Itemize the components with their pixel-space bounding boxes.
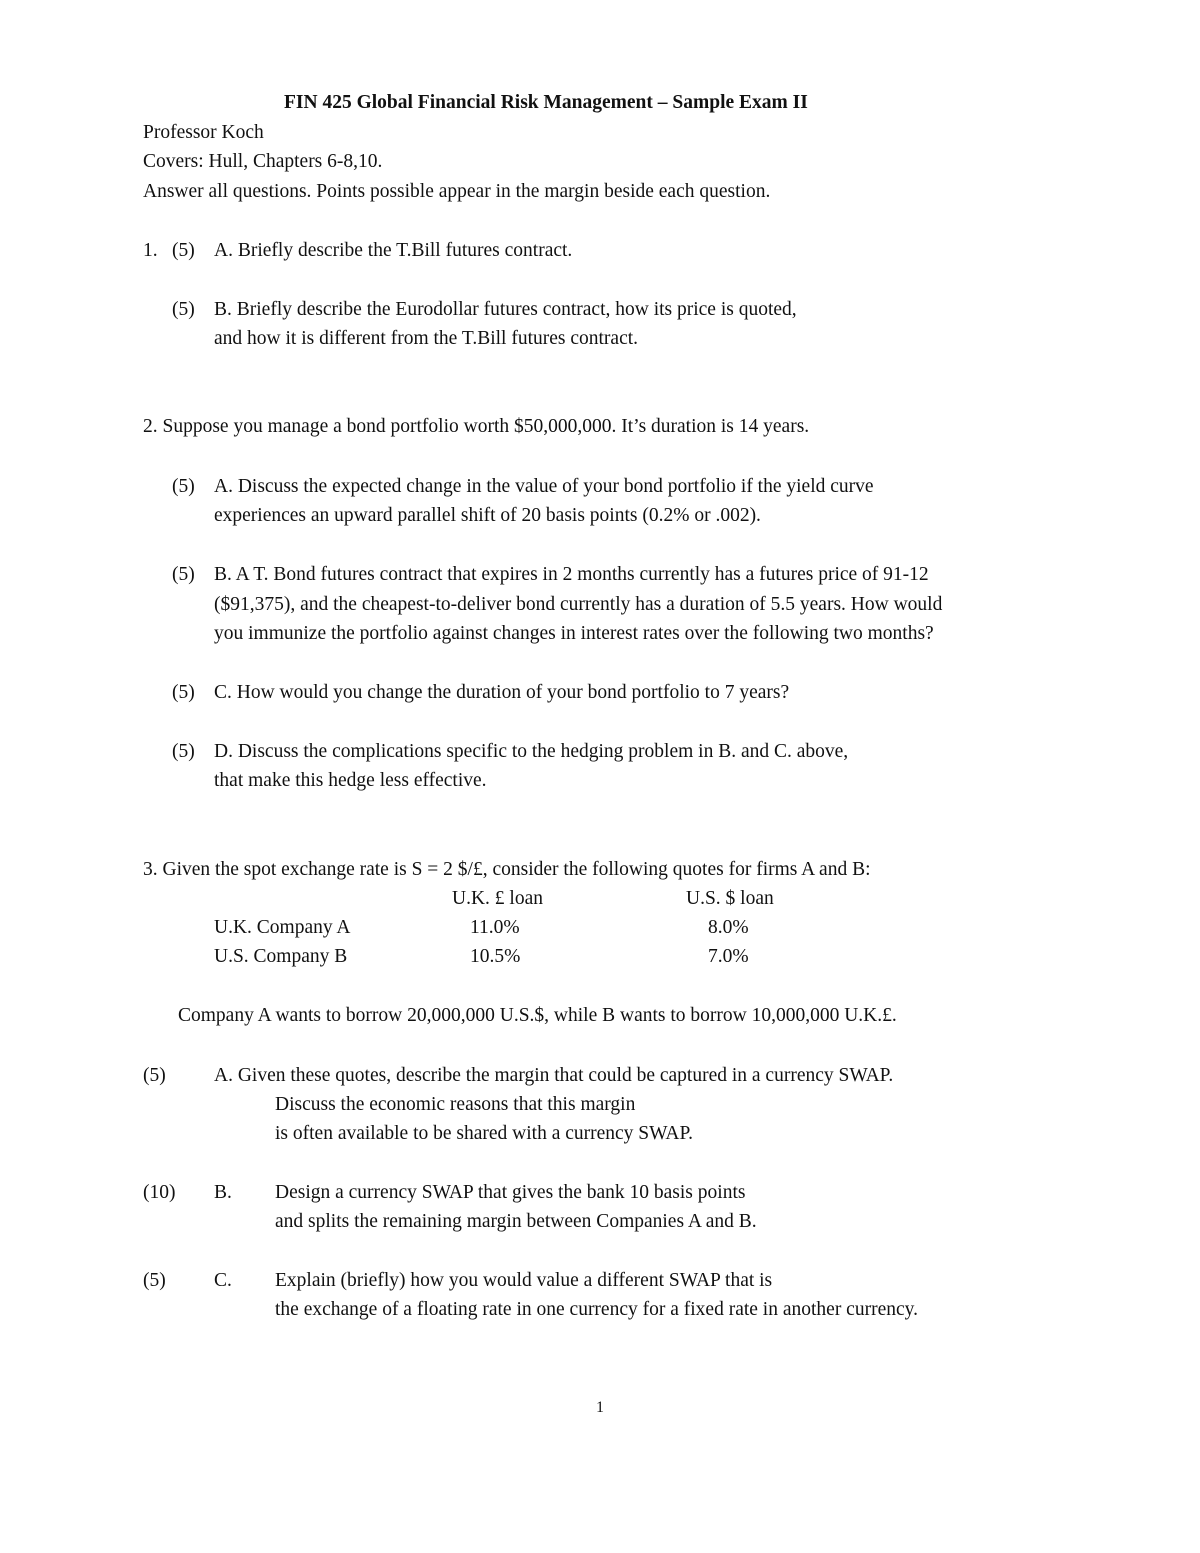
q3b-points: (10) <box>143 1182 176 1203</box>
q2d-points: (5) <box>172 741 195 762</box>
exam-title: FIN 425 Global Financial Risk Management – Sample Exam II <box>284 92 808 113</box>
q2a-points: (5) <box>172 476 195 497</box>
q1a-text: A. Briefly describe the T.Bill futures contract. <box>214 240 573 261</box>
table-header-uk-loan: U.K. £ loan <box>452 888 543 909</box>
q3c-line1: Explain (briefly) how you would value a different SWAP that is <box>275 1270 773 1291</box>
table-cell-uk-rate: 10.5% <box>470 946 521 967</box>
q3-borrow-statement: Company A wants to borrow 20,000,000 U.S.$, while B wants to borrow 10,000,000 U.K.£. <box>178 1005 897 1026</box>
q2d-line2: that make this hedge less effective. <box>214 770 487 791</box>
q1b-line1: B. Briefly describe the Eurodollar futures contract, how its price is quoted, <box>214 299 797 320</box>
instructions: Answer all questions. Points possible appear in the margin beside each question. <box>143 181 771 202</box>
table-cell-us-rate: 7.0% <box>708 946 749 967</box>
q2d-line1: D. Discuss the complications specific to the hedging problem in B. and C. above, <box>214 741 849 762</box>
q3c-points: (5) <box>143 1270 166 1291</box>
q3a-line1: A. Given these quotes, describe the margin that could be captured in a currency SWAP. <box>214 1065 894 1086</box>
q3-stem: 3. Given the spot exchange rate is S = 2 $/£, consider the following quotes for firms A and B: <box>143 859 871 880</box>
q2c-points: (5) <box>172 682 195 703</box>
q2c-text: C. How would you change the duration of your bond portfolio to 7 years? <box>214 682 790 703</box>
q1b-line2: and how it is different from the T.Bill futures contract. <box>214 328 639 349</box>
q3a-line3: is often available to be shared with a currency SWAP. <box>275 1123 694 1144</box>
page-number: 1 <box>596 1399 604 1416</box>
table-row-label: U.K. Company A <box>214 917 351 938</box>
q2b-line3: you immunize the portfolio against changes in interest rates over the following two months? <box>214 623 934 644</box>
table-header-us-loan: U.S. $ loan <box>686 888 774 909</box>
table-cell-uk-rate: 11.0% <box>470 917 520 938</box>
q2b-points: (5) <box>172 564 195 585</box>
q2b-line2: ($91,375), and the cheapest-to-deliver bond currently has a duration of 5.5 years. How would <box>214 594 943 615</box>
professor-name: Professor Koch <box>143 122 264 143</box>
covers-line: Covers: Hull, Chapters 6-8,10. <box>143 151 383 172</box>
q2-stem: 2. Suppose you manage a bond portfolio worth $50,000,000. It’s duration is 14 years. <box>143 416 810 437</box>
table-row-label: U.S. Company B <box>214 946 348 967</box>
q3c-line2: the exchange of a floating rate in one currency for a fixed rate in another currency. <box>275 1299 918 1320</box>
q2a-line2: experiences an upward parallel shift of 20 basis points (0.2% or .002). <box>214 505 761 526</box>
q1b-points: (5) <box>172 299 195 320</box>
q1a-points: (5) <box>172 240 195 261</box>
q3b-letter: B. <box>214 1182 232 1203</box>
table-cell-us-rate: 8.0% <box>708 917 749 938</box>
q1-number: 1. <box>143 240 158 261</box>
q3b-line1: Design a currency SWAP that gives the bank 10 basis points <box>275 1182 746 1203</box>
q2b-line1: B. A T. Bond futures contract that expires in 2 months currently has a futures price of 91-12 <box>214 564 929 585</box>
q3b-line2: and splits the remaining margin between Companies A and B. <box>275 1211 757 1232</box>
q3a-line2: Discuss the economic reasons that this margin <box>275 1094 636 1115</box>
q2a-line1: A. Discuss the expected change in the value of your bond portfolio if the yield curve <box>214 476 874 497</box>
q3a-points: (5) <box>143 1065 166 1086</box>
q3c-letter: C. <box>214 1270 232 1291</box>
